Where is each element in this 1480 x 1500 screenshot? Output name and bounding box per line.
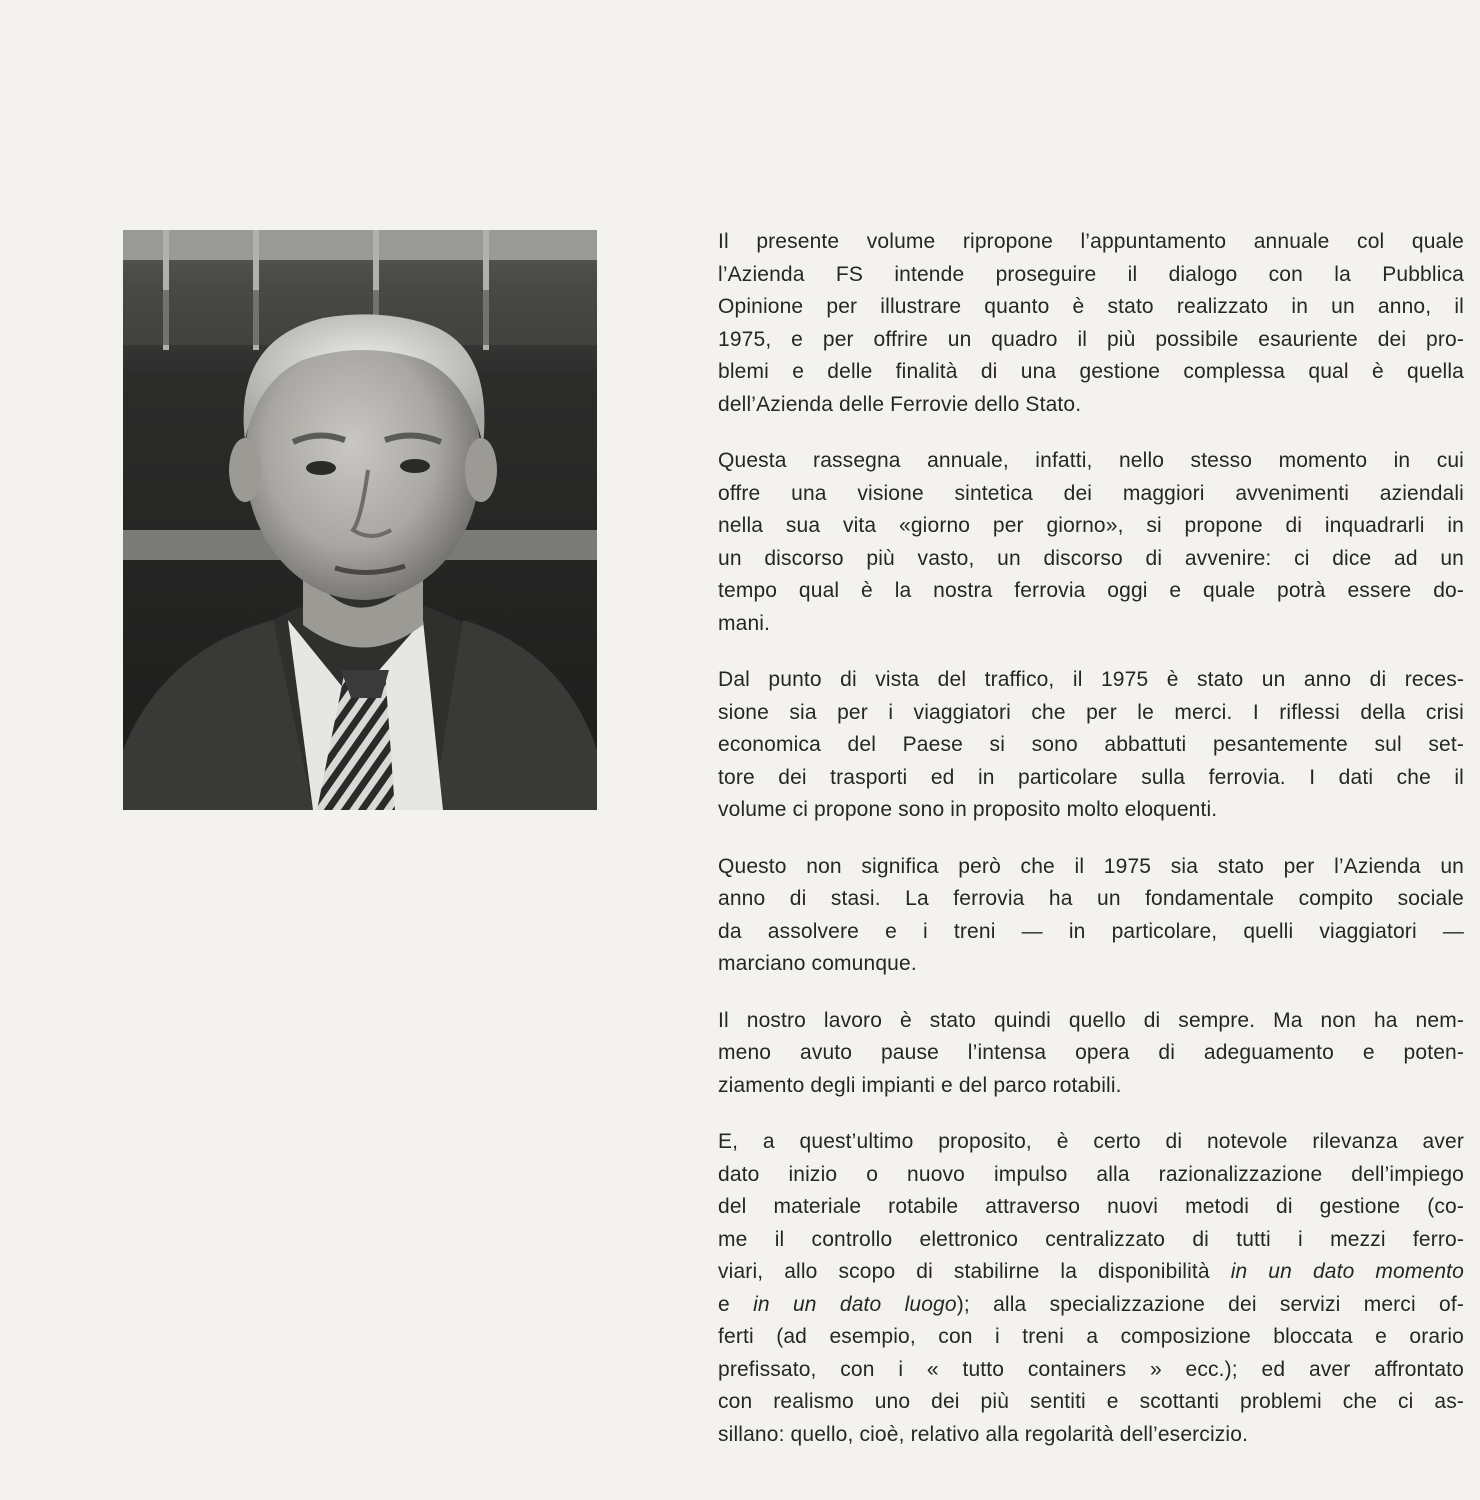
text-line: dato inizio o nuovo impulso alla razionalizzazione dell’impiego bbox=[718, 1162, 1464, 1186]
text-line: sione sia per i viaggiatori che per le merci. I riflessi della crisi bbox=[718, 700, 1464, 724]
paragraph-3 bbox=[718, 664, 1464, 827]
text-line: Il presente volume ripropone l’appuntamento annuale col quale bbox=[718, 230, 1464, 253]
text-line: Il nostro lavoro è stato quindi quello di sempre. Ma non ha nem- bbox=[718, 1008, 1464, 1032]
text-line: volume ci propone sono in proposito molto eloquenti. bbox=[718, 798, 1218, 821]
paragraph-4 bbox=[718, 851, 1464, 981]
text-line: blemi e delle finalità di una gestione complessa qual è quella bbox=[718, 360, 1464, 383]
text-line: prefissato, con i « tutto containers » ecc.); ed aver affrontato bbox=[718, 1357, 1464, 1381]
text-line: me il controllo elettronico centralizzato di tutti i mezzi ferro- bbox=[718, 1227, 1464, 1251]
paragraph-2 bbox=[718, 445, 1464, 640]
text-line: Questo non significa però che il 1975 sia stato per l’Azienda un bbox=[718, 854, 1464, 878]
italic-phrase: in un dato luogo bbox=[753, 1292, 957, 1316]
text-line: Opinione per illustrare quanto è stato realizzato in un anno, il bbox=[718, 295, 1464, 318]
text-line: dell’Azienda delle Ferrovie dello Stato. bbox=[718, 392, 1082, 416]
text-line: economica del Paese si sono abbattuti pesantemente sul set- bbox=[718, 733, 1464, 756]
text-line: Dal punto di vista del traffico, il 1975 è stato un anno di reces- bbox=[718, 668, 1464, 691]
text-line: tore dei trasporti ed in particolare sulla ferrovia. I dati che il bbox=[718, 765, 1464, 789]
text-line: l’Azienda FS intende proseguire il dialogo con la Pubblica bbox=[718, 262, 1464, 286]
text-line: meno avuto pause l’intensa opera di adeguamento e poten- bbox=[718, 1041, 1464, 1064]
text-line: un discorso più vasto, un discorso di avvenire: ci dice ad un bbox=[718, 546, 1464, 570]
text-line: marciano comunque. bbox=[718, 952, 917, 975]
text-line: anno di stasi. La ferrovia ha un fondamentale compito sociale bbox=[718, 887, 1464, 910]
paragraph-5 bbox=[718, 1005, 1464, 1103]
text-line: 1975, e per offrire un quadro il più possibile esauriente dei pro- bbox=[718, 327, 1464, 351]
text-segment: ); alla specializzazione dei servizi merci of- bbox=[956, 1292, 1464, 1316]
text-line: sillano: quello, cioè, relativo alla regolarità dell’esercizio. bbox=[718, 1422, 1249, 1446]
text-line: tempo qual è la nostra ferrovia oggi e quale potrà essere do- bbox=[718, 579, 1464, 602]
text-line: mani. bbox=[718, 611, 771, 635]
text-line: con realismo uno dei più sentiti e scottanti problemi che ci as- bbox=[718, 1390, 1464, 1413]
text-segment: viari, allo scopo di stabilirne la disponibilità bbox=[718, 1260, 1231, 1283]
text-line: offre una visione sintetica dei maggiori avvenimenti aziendali bbox=[718, 481, 1464, 505]
text-line: E, a quest’ultimo proposito, è certo di notevole rilevanza aver bbox=[718, 1130, 1464, 1153]
text-line: ziamento degli impianti e del parco rotabili. bbox=[718, 1073, 1122, 1097]
text-line: del materiale rotabile attraverso nuovi metodi di gestione (co- bbox=[718, 1195, 1464, 1218]
text-line bbox=[718, 1256, 1464, 1289]
text-column bbox=[718, 226, 1464, 1475]
text-line: Questa rassegna annuale, infatti, nello stesso momento in cui bbox=[718, 449, 1464, 472]
paragraph-6 bbox=[718, 1126, 1464, 1451]
text-line bbox=[718, 1289, 1464, 1322]
text-line: ferti (ad esempio, con i treni a composizione bloccata e orario bbox=[718, 1325, 1464, 1348]
text-line: da assolvere e i treni — in particolare, quelli viaggiatori — bbox=[718, 919, 1464, 943]
italic-phrase: in un dato momento bbox=[1230, 1260, 1464, 1283]
text-line: nella sua vita «giorno per giorno», si propone di inquadrarli in bbox=[718, 514, 1464, 537]
portrait-photo bbox=[123, 230, 597, 810]
text-segment: e bbox=[718, 1292, 754, 1316]
paragraph-1 bbox=[718, 226, 1464, 421]
